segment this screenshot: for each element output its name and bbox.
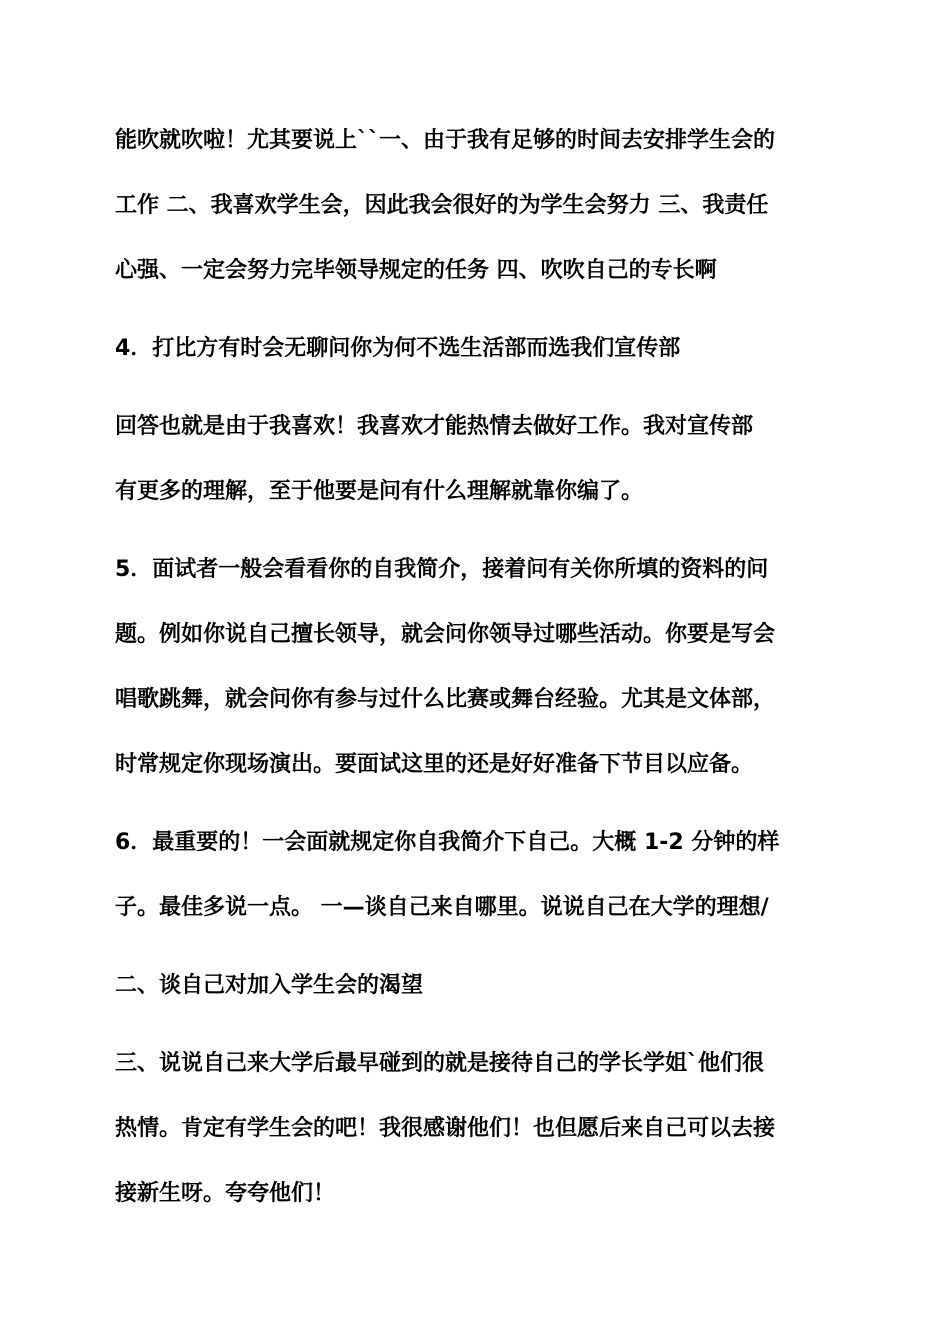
text-line: 有更多的理解，至于他要是问有什么理解就靠你编了。 [115,479,644,504]
paragraph-2 [115,316,840,381]
text-line: 二、谈自己对加入学生会的渴望 [115,973,424,998]
paragraph-3 [115,394,840,524]
paragraph-4 [115,537,840,797]
text-line: 子。最佳多说一点。 一—谈自己来自哪里。说说自己在大学的理想/ [115,895,769,920]
text-line: 时常规定你现场演出。要面试这里的还是好好准备下节目以应备。 [115,752,754,777]
text-line: 4．打比方有时会无聊问你为何不选生活部而选我们宣传部 [115,336,681,361]
paragraph-6 [115,953,840,1018]
text-line: 接新生呀。夸夸他们！ [115,1181,336,1206]
paragraph-gap [115,940,840,953]
text-line: 热情。肯定有学生会的吧！我很感谢他们！也但愿后来自己可以去接 [115,1116,776,1141]
text-line: 能吹就吹啦！尤其要说上``一、由于我有足够的时间去安排学生会的 [115,128,776,153]
paragraph-gap [115,303,840,316]
paragraph-7 [115,1031,840,1226]
text-line: 5．面试者一般会看看你的自我简介，接着问有关你所填的资料的问 [115,557,769,582]
text-line: 心强、一定会努力完毕领导规定的任务 四、吹吹自己的专长啊 [115,258,717,283]
paragraph-1 [115,108,840,303]
text-line: 三、说说自己来大学后最早碰到的就是接待自己的学长学姐`他们很 [115,1051,765,1076]
paragraph-gap [115,797,840,810]
paragraph-gap [115,524,840,537]
document-body [115,108,840,1226]
text-line: 回答也就是由于我喜欢！我喜欢才能热情去做好工作。我对宣传部 [115,414,754,439]
text-line: 工作 二、我喜欢学生会，因此我会很好的为学生会努力 三、我责任 [115,193,769,218]
text-line: 唱歌跳舞，就会问你有参与过什么比赛或舞台经验。尤其是文体部， [115,687,776,712]
text-line: 题。例如你说自己擅长领导，就会问你领导过哪些活动。你要是写会 [115,622,776,647]
paragraph-gap [115,381,840,394]
paragraph-5 [115,810,840,940]
text-line: 6．最重要的！一会面就规定你自我简介下自己。大概 1-2 分钟的样 [115,830,780,855]
paragraph-gap [115,1018,840,1031]
